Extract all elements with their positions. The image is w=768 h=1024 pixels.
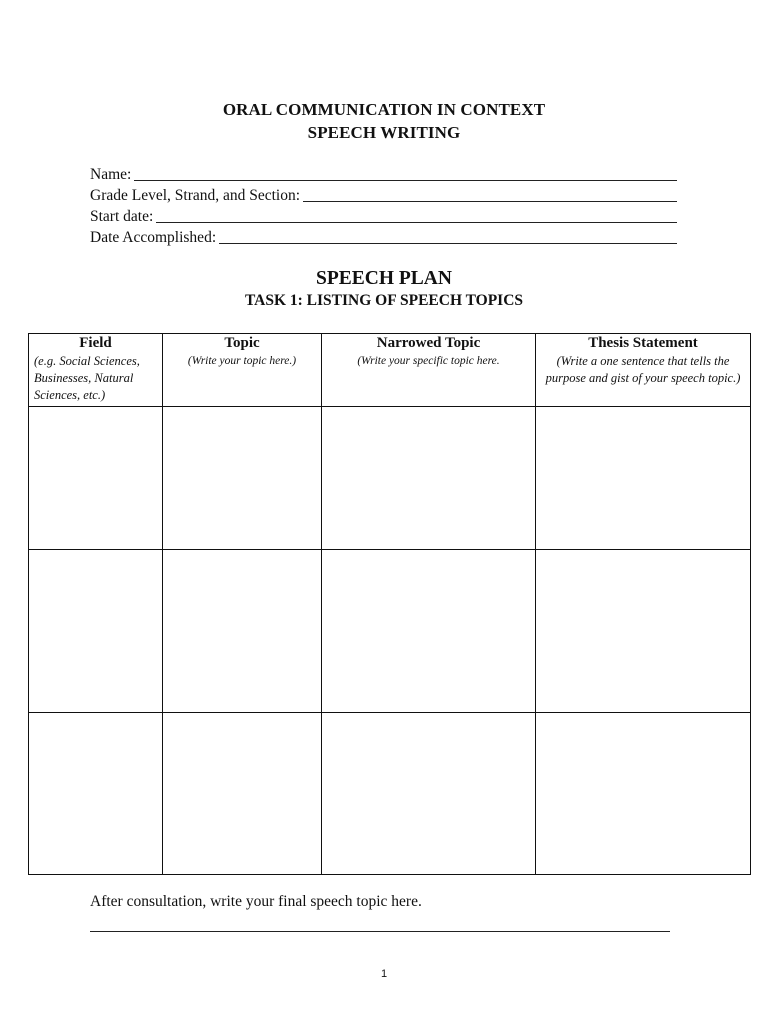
final-topic-instruction: After consultation, write your final speech topic here. bbox=[90, 893, 422, 910]
column-header-narrowed-topic bbox=[322, 334, 536, 407]
date-accomplished-label: Date Accomplished: bbox=[90, 229, 217, 246]
grade-section-label: Grade Level, Strand, and Section: bbox=[90, 187, 301, 204]
thesis-statement-column-hint: (Write a one sentence that tells the purpose and gist of your speech topic.) bbox=[545, 354, 741, 385]
start-date-blank-line[interactable] bbox=[156, 221, 677, 223]
document-subtitle: SPEECH WRITING bbox=[307, 123, 461, 142]
name-field bbox=[90, 163, 677, 184]
date-accomplished-field bbox=[90, 226, 677, 247]
final-topic-blank-line[interactable] bbox=[90, 931, 670, 932]
speech-topics-table bbox=[28, 333, 751, 875]
field-cell[interactable] bbox=[29, 550, 163, 713]
narrowed-topic-column-hint: (Write your specific topic here. bbox=[357, 355, 500, 367]
field-column-title: Field bbox=[79, 335, 112, 351]
table-row bbox=[29, 550, 751, 713]
narrowed-topic-column-title: Narrowed Topic bbox=[376, 335, 481, 351]
table-header-row bbox=[29, 334, 751, 407]
field-cell[interactable] bbox=[29, 713, 163, 875]
column-header-field bbox=[29, 334, 163, 407]
thesis-statement-cell[interactable] bbox=[536, 407, 751, 550]
start-date-label: Start date: bbox=[90, 208, 154, 225]
topic-column-hint: (Write your topic here.) bbox=[187, 355, 297, 367]
date-accomplished-blank-line[interactable] bbox=[219, 242, 677, 244]
field-column-hint: (e.g. Social Sciences, Businesses, Natural Sciences, etc.) bbox=[34, 354, 140, 402]
name-blank-line[interactable] bbox=[134, 179, 677, 181]
column-header-thesis-statement bbox=[536, 334, 751, 407]
page-number: 1 bbox=[380, 968, 388, 980]
thesis-statement-cell[interactable] bbox=[536, 713, 751, 875]
column-header-topic bbox=[163, 334, 322, 407]
document-title: ORAL COMMUNICATION IN CONTEXT bbox=[222, 100, 546, 119]
name-label: Name: bbox=[90, 166, 132, 183]
table-row bbox=[29, 407, 751, 550]
grade-section-blank-line[interactable] bbox=[303, 200, 677, 202]
narrowed-topic-cell[interactable] bbox=[322, 713, 536, 875]
narrowed-topic-cell[interactable] bbox=[322, 407, 536, 550]
narrowed-topic-cell[interactable] bbox=[322, 550, 536, 713]
field-cell[interactable] bbox=[29, 407, 163, 550]
topic-cell[interactable] bbox=[163, 550, 322, 713]
grade-section-field bbox=[90, 184, 677, 205]
thesis-statement-column-title: Thesis Statement bbox=[588, 335, 698, 351]
topic-column-title: Topic bbox=[224, 335, 260, 351]
start-date-field bbox=[90, 205, 677, 226]
task-heading: TASK 1: LISTING OF SPEECH TOPICS bbox=[244, 292, 524, 309]
speech-plan-heading: SPEECH PLAN bbox=[316, 268, 452, 289]
table-row bbox=[29, 713, 751, 875]
thesis-statement-cell[interactable] bbox=[536, 550, 751, 713]
topic-cell[interactable] bbox=[163, 407, 322, 550]
topic-cell[interactable] bbox=[163, 713, 322, 875]
